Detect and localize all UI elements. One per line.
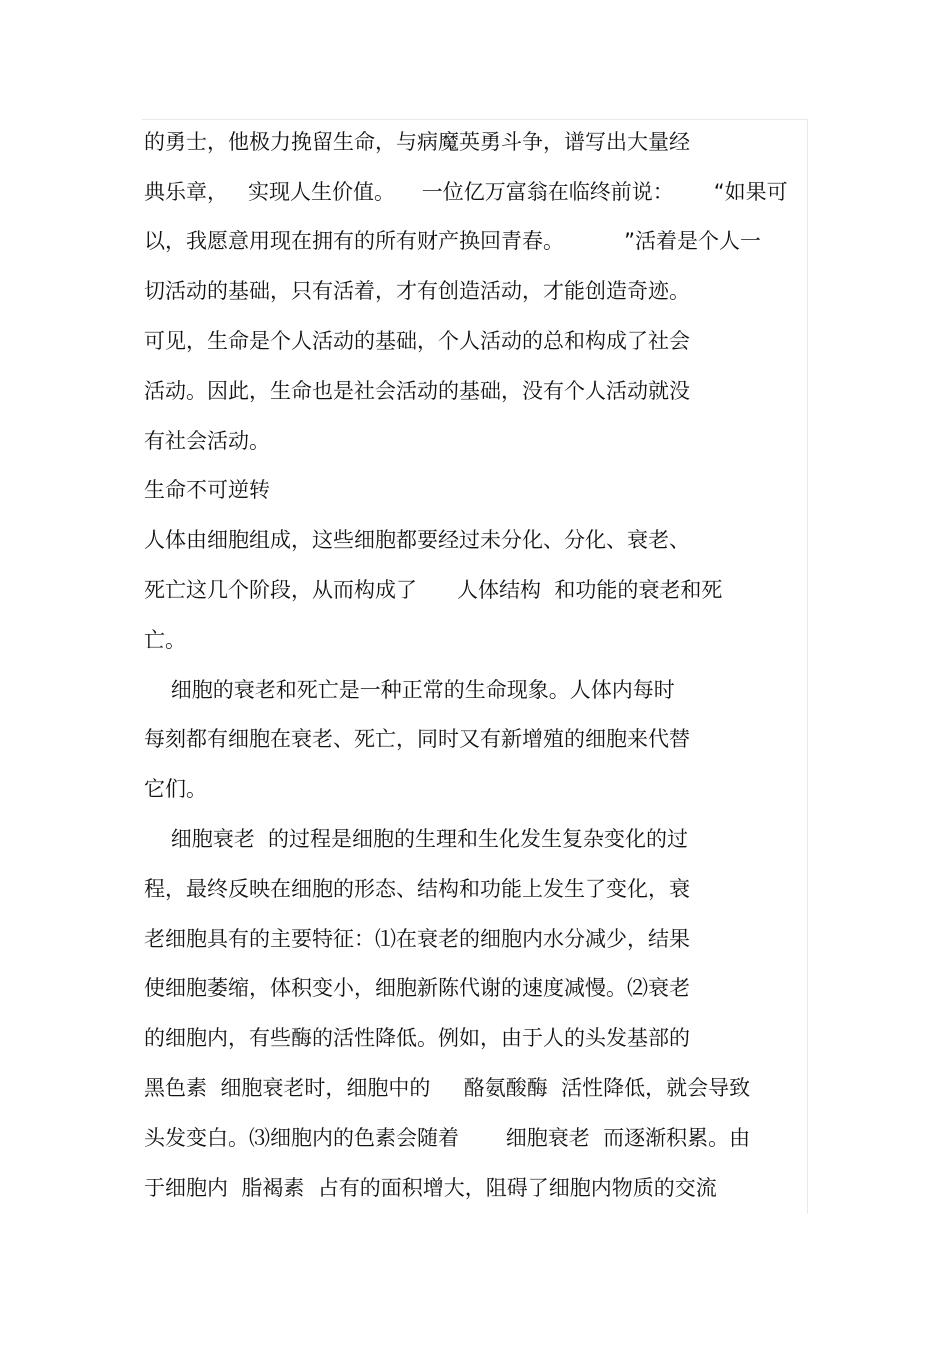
text-line: 程，最终反映在细胞的形态、结构和功能上发生了变化，衰 <box>144 877 690 901</box>
text-line: 典乐章， 实现人生价值。 一位亿万富翁在临终前说： “如果可 <box>144 180 788 204</box>
text-line: 可见，生命是个人活动的基础，个人活动的总和构成了社会 <box>144 329 690 353</box>
text-line: 亡。 <box>144 628 186 652</box>
text-line: 老细胞具有的主要特征：⑴在衰老的细胞内水分减少，结果 <box>144 927 690 951</box>
text-line: 每刻都有细胞在衰老、死亡，同时又有新增殖的细胞来代替 <box>144 727 690 751</box>
text-line: 切活动的基础，只有活着，才有创造活动，才能创造奇迹。 <box>144 279 690 303</box>
text-line: 细胞的衰老和死亡是一种正常的生命现象。人体内每时 <box>144 678 675 702</box>
text-line: 的勇士，他极力挽留生命，与病魔英勇斗争，谱写出大量经 <box>144 130 690 154</box>
text-line: 使细胞萎缩，体积变小，细胞新陈代谢的速度减慢。⑵衰老 <box>144 976 690 1000</box>
text-line: 人体由细胞组成，这些细胞都要经过未分化、分化、衰老、 <box>144 528 690 552</box>
text-line: 头发变白。⑶细胞内的色素会随着 细胞衰老 而逐渐积累。由 <box>144 1126 751 1150</box>
text-line: 有社会活动。 <box>144 429 270 453</box>
text-line: 于细胞内 脂褐素 占有的面积增大，阻碍了细胞内物质的交流 <box>144 1176 717 1200</box>
text-line: 它们。 <box>144 777 207 801</box>
text-line: 的细胞内，有些酶的活性降低。例如，由于人的头发基部的 <box>144 1026 690 1050</box>
text-line: 细胞衰老 的过程是细胞的生理和生化发生复杂变化的过 <box>144 827 689 851</box>
text-line: 活动。因此，生命也是社会活动的基础，没有个人活动就没 <box>144 379 690 403</box>
text-line: 黑色素 细胞衰老时，细胞中的 酪氨酸酶 活性降低，就会导致 <box>144 1076 751 1100</box>
text-line: 死亡这几个阶段，从而构成了 人体结构 和功能的衰老和死 <box>144 578 723 602</box>
section-heading: 生命不可逆转 <box>144 478 270 502</box>
text-line: 以，我愿意用现在拥有的所有财产换回青春。 ”活着是个人一 <box>144 229 761 253</box>
